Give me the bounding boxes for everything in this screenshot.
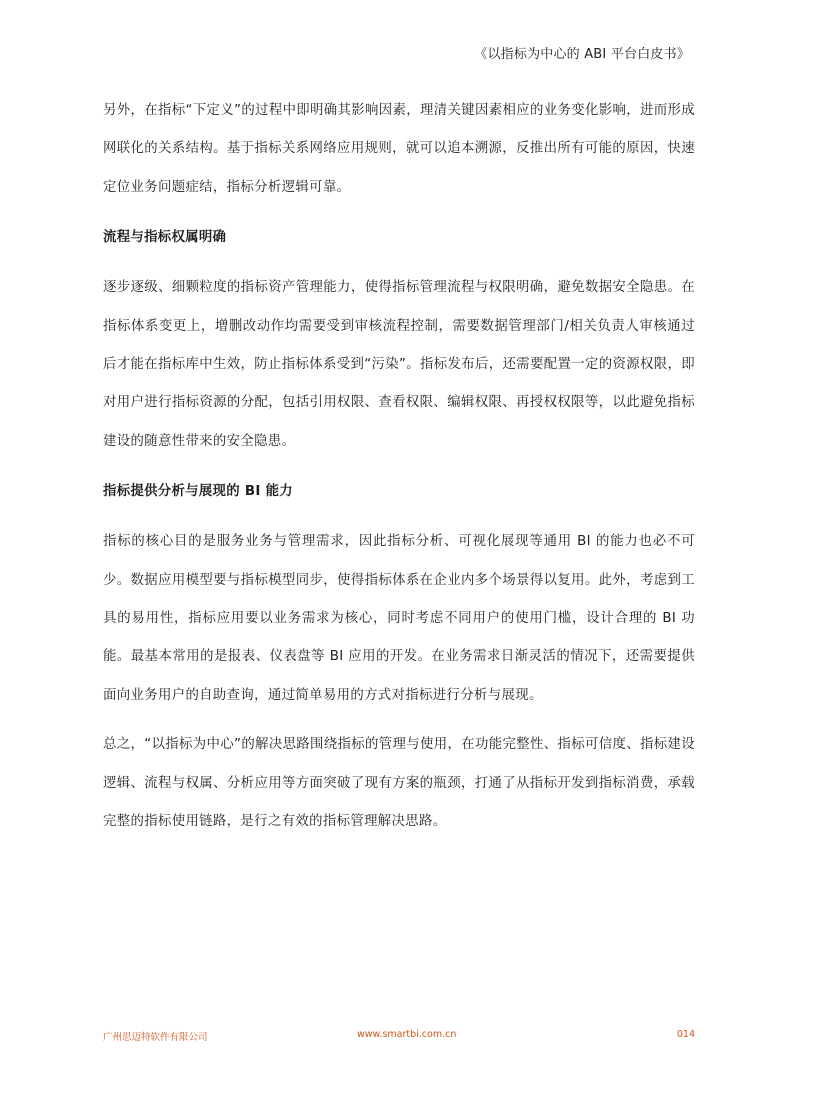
paragraph-bi-capability: 指标的核心目的是服务业务与管理需求，因此指标分析、可视化展现等通用 BI 的能力也必不可少。数据应用模型要与指标模型同步，使得指标体系在企业内多个场景得以复用。此外，考虑到工具的易用性，指标应用要以业务需求为核心，同时考虑不同用户的使用门槛，设计合理的 BI 功能。最基本常用的是报表、仪表盘等 BI 应用的开发。在业务需求日渐灵活的情况下，还需要提供面向业务用户的自助查询，通过简单易用的方式对指标进行分析与展现。 <box>103 534 695 703</box>
document-header-title: 《以指标为中心的 ABI 平台白皮书》 <box>474 47 690 62</box>
footer-website-link[interactable]: www.smartbi.com.cn <box>357 1029 457 1040</box>
footer-page-number: 014 <box>676 1029 695 1040</box>
section-heading-bi-capability: 指标提供分析与展现的 BI 能力 <box>103 484 293 500</box>
paragraph-process-ownership: 逐步逐级、细颗粒度的指标资产管理能力，使得指标管理流程与权限明确，避免数据安全隐患。在指标体系变更上，增删改动作均需要受到审核流程控制，需要数据管理部门/相关负责人审核通过后才能在指标库中生效，防止指标体系受到“污染”。指标发布后，还需要配置一定的资源权限，即对用户进行指标资源的分配，包括引用权限、查看权限、编辑权限、再授权权限等，以此避免指标建设的随意性带来的安全隐患。 <box>103 280 695 449</box>
paragraph-indicator-definition: 另外，在指标“下定义”的过程中即明确其影响因素，理清关键因素相应的业务变化影响，进而形成网联化的关系结构。基于指标关系网络应用规则，就可以追本溯源，反推出所有可能的原因，快速定位业务问题症结，指标分析逻辑可靠。 <box>103 103 695 195</box>
paragraph-conclusion: 总之，“以指标为中心”的解决思路围绕指标的管理与使用，在功能完整性、指标可信度、指标建设逻辑、流程与权属、分析应用等方面突破了现有方案的瓶颈，打通了从指标开发到指标消费，承载完整的指标使用链路，是行之有效的指标管理解决思路。 <box>103 737 695 830</box>
footer-company-name: 广州思迈特软件有限公司 <box>103 1032 208 1043</box>
section-heading-process-ownership: 流程与指标权属明确 <box>103 230 227 246</box>
document-body <box>103 92 695 842</box>
document-footer <box>103 1029 695 1043</box>
